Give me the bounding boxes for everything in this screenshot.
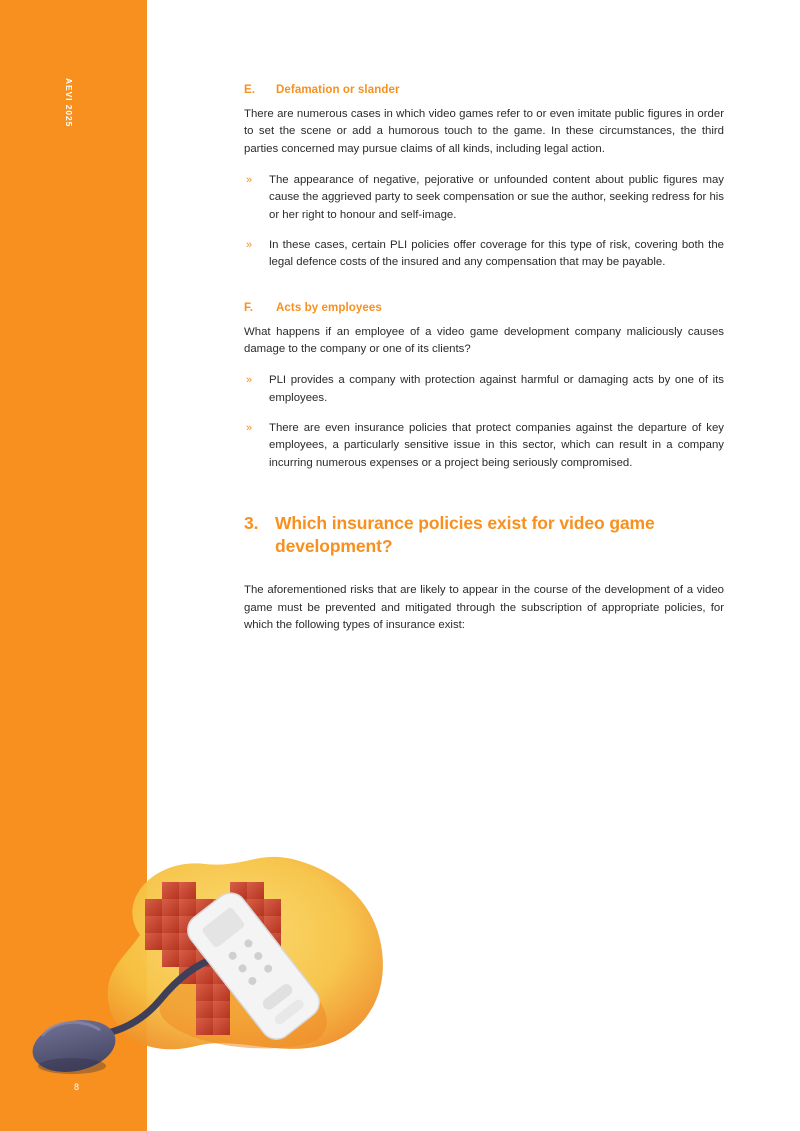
chevron-bullet-icon: » [246,421,253,434]
chapter-title: Which insurance policies exist for video game development? [275,512,655,557]
computer-mouse-shape [28,1013,121,1079]
illustration-pixel-heart [20,840,440,1090]
section-title: Defamation or slander [276,84,400,96]
section-heading [244,302,724,314]
section-title: Acts by employees [276,301,382,314]
section-heading [244,84,724,96]
section-paragraph: What happens if an employee of a video game development company maliciously causes damage to the company or one of its clients? [244,325,724,355]
chapter-number: 3. [244,512,259,533]
list-item [244,172,724,224]
chevron-bullet-icon: » [246,173,253,186]
list-item-text: In these cases, certain PLI policies offer coverage for this type of risk, covering both the legal defence costs of the insured and any compensation that may be payable. [269,238,724,269]
section-acts-by-employees [244,302,724,472]
closing-paragraph: The aforementioned risks that are likely to appear in the course of the development of a video game must be prevented and mitigated through the subscription of appropriate policies, for which the following types of insurance exist: [244,584,724,632]
section-marker: F. [244,301,254,314]
pixel-heart-illustration-svg [20,840,440,1090]
list-item-text: The appearance of negative, pejorative or unfounded content about public figures may cause the aggrieved party to seek compensation or sue the author, seeking redress for his or her right to honour and self-image. [269,173,724,221]
chapter-heading [244,512,724,559]
list-item [244,372,724,407]
list-item-text: There are even insurance policies that protect companies against the departure of key employees, a particularly sensitive issue in this sector, which can result in a company incurring numerous expenses or a project being seriously compromised. [269,421,724,469]
chevron-bullet-icon: » [246,238,253,251]
chevron-bullet-icon: » [246,374,253,387]
page-number: 8 [74,1082,80,1092]
list-item [244,420,724,472]
section-bullet-list [244,372,724,472]
section-bullet-list [244,172,724,272]
section-paragraph: There are numerous cases in which video games refer to or even imitate public figures in order to set the scene or add a humorous touch to the game. In these circumstances, the third parties concerned may pursue claims of all kinds, including legal action. [244,108,724,155]
list-item [244,237,724,272]
sidebar-vertical-label: AEVI 2025 [64,78,74,128]
list-item-text: PLI provides a company with protection against harmful or damaging acts by one of its employees. [269,374,724,404]
section-marker: E. [244,84,256,96]
section-defamation [244,84,724,272]
